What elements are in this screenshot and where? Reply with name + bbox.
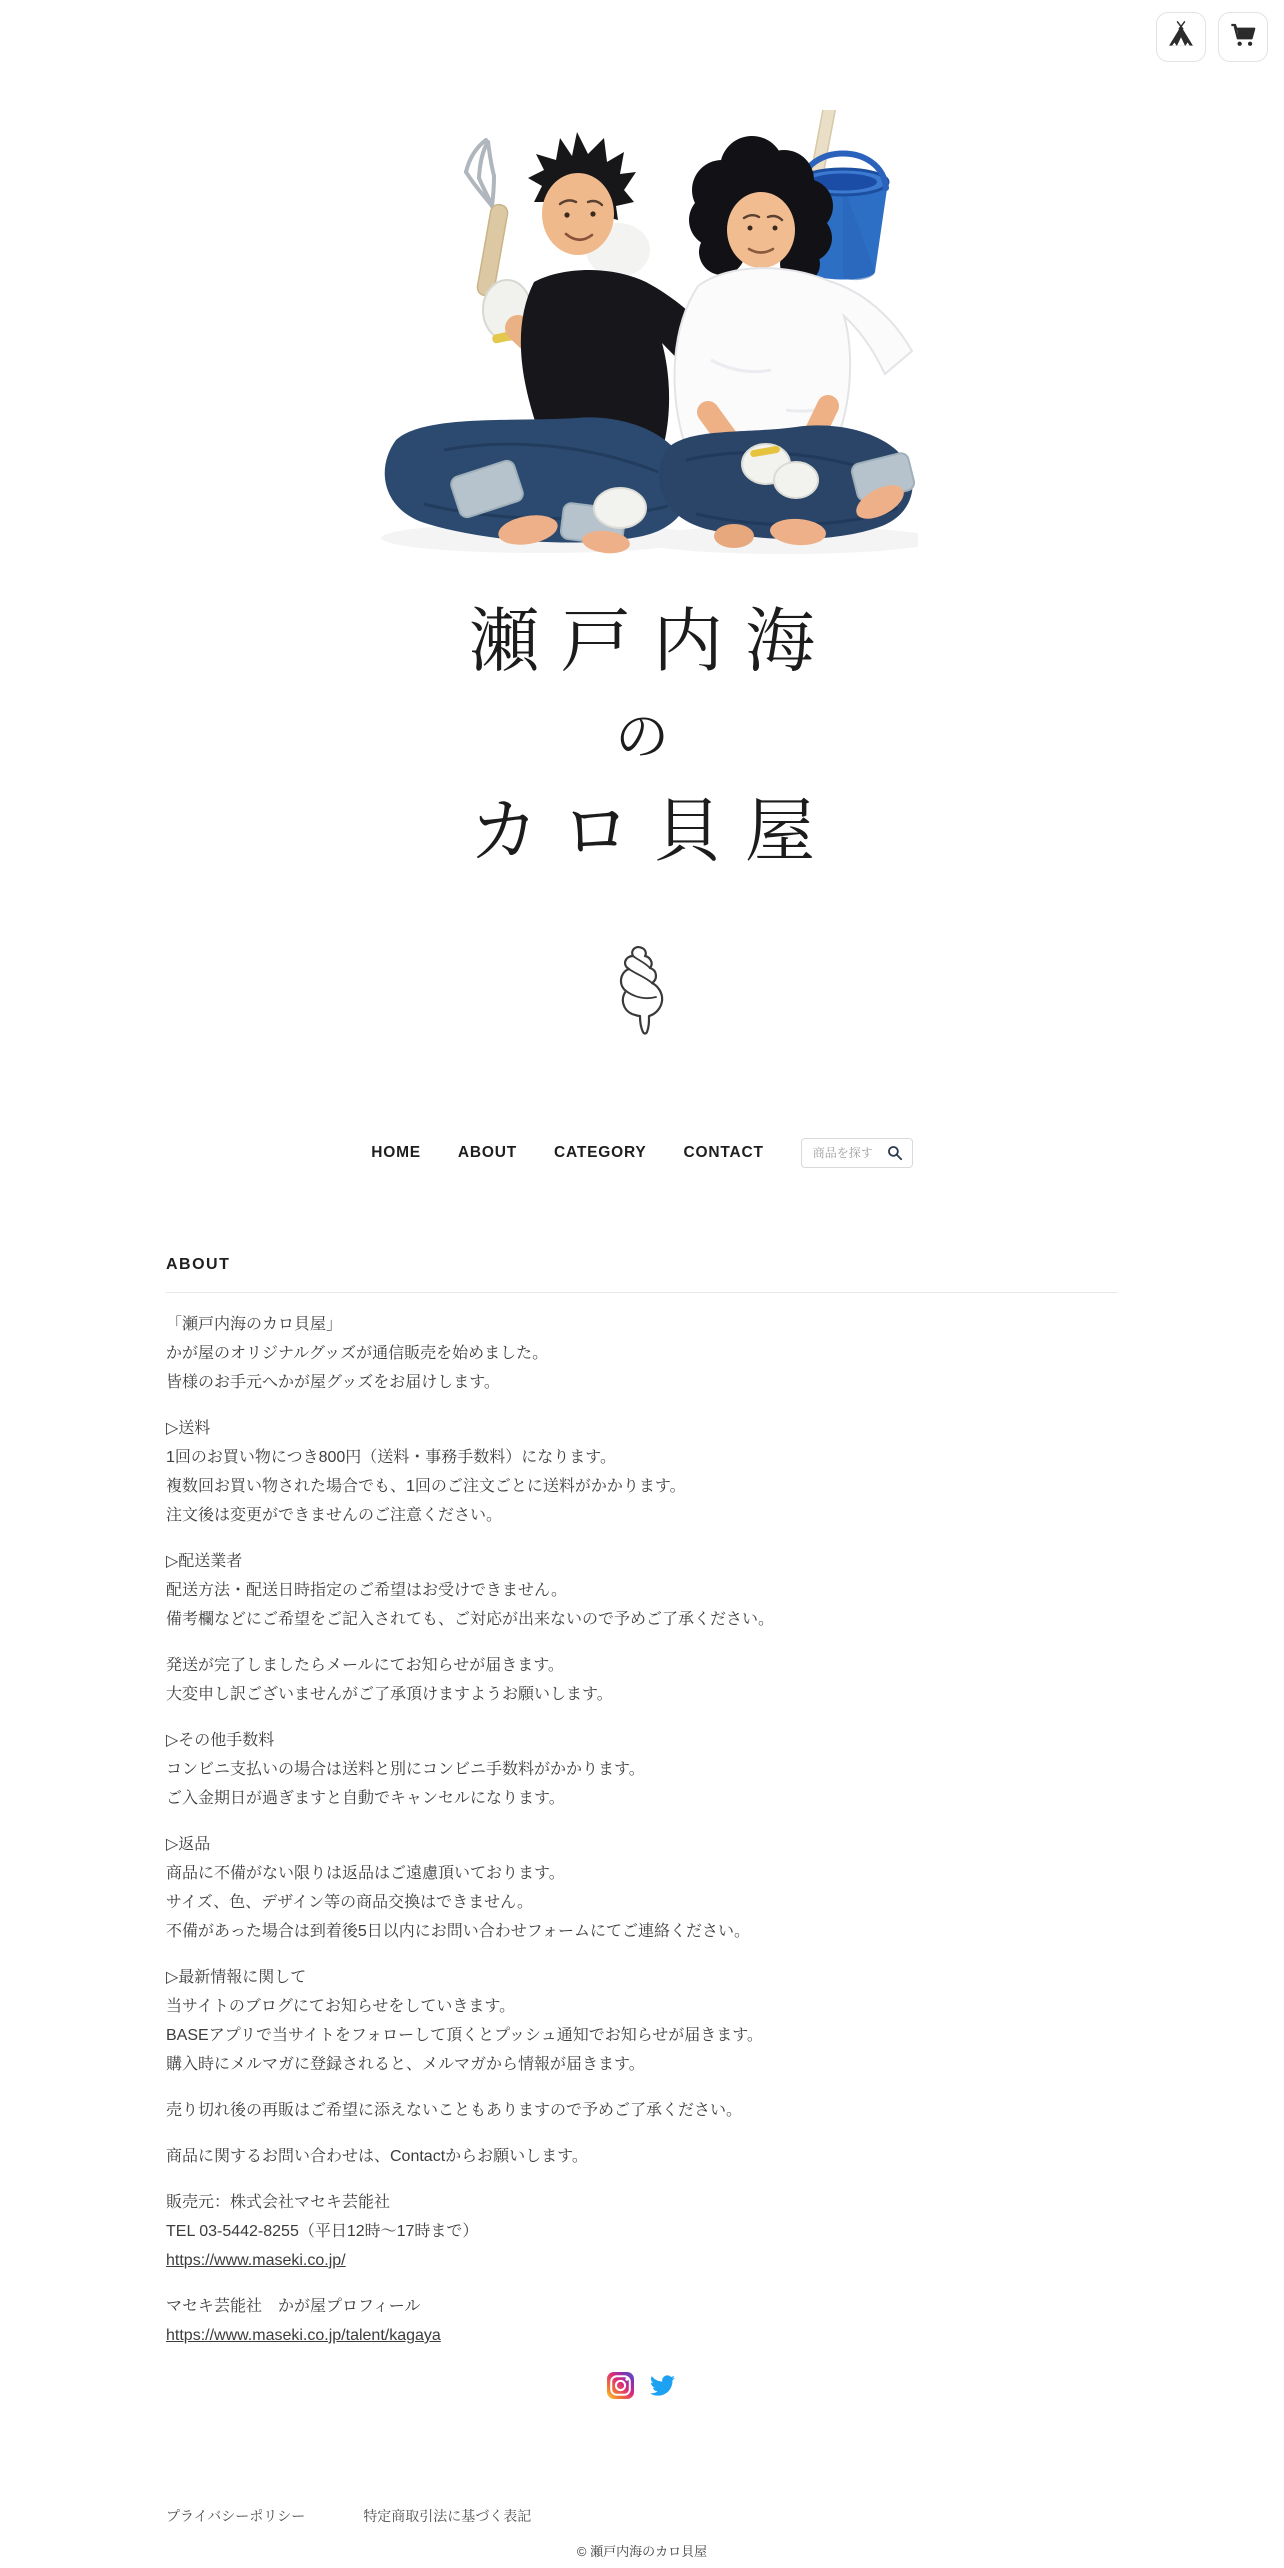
cart-icon: [1228, 20, 1258, 55]
body-line: 皆様のお手元へかが屋グッズをお届けします。: [166, 1374, 500, 1391]
body-line: 売り切れ後の再販はご希望に添えないこともありますので予めご了承ください。: [166, 2102, 743, 2119]
about-paragraph: [166, 1651, 1118, 1709]
body-line: 注文後は変更ができませんのご注意ください。: [166, 1507, 503, 1524]
social-links: [0, 2372, 1284, 2399]
shell-icon: [612, 944, 672, 1041]
search-box: [801, 1138, 913, 1168]
about-paragraph: [166, 1414, 1118, 1530]
body-line: 購入時にメルマガに登録されると、メルマガから情報が届きます。: [166, 2056, 645, 2073]
body-line: TEL 03-5442-8255（平日12時〜17時まで）: [166, 2223, 479, 2240]
body-line: ▷その他手数料: [166, 1732, 275, 1749]
body-line: 発送が完了しましたらメールにてお知らせが届きます。: [166, 1657, 564, 1674]
about-paragraph: [166, 1830, 1118, 1946]
body-line: ▷送料: [166, 1420, 211, 1437]
search-input[interactable]: [811, 1145, 885, 1161]
hero-photo: [366, 110, 918, 560]
about-paragraph: [166, 2292, 1118, 2350]
footer-links: [166, 2506, 531, 2526]
main-nav: [0, 1138, 1284, 1168]
header-actions: [1156, 12, 1268, 62]
about-paragraph: [166, 2188, 1118, 2275]
logo-line-2: の: [615, 707, 669, 767]
nav-item-contact[interactable]: CONTACT: [683, 1144, 764, 1161]
instagram-icon[interactable]: [607, 2372, 634, 2399]
logo-line-3: カロ貝屋: [469, 792, 837, 870]
logo-line-1: 瀬戸内海: [469, 602, 837, 680]
body-line: BASEアプリで当サイトをフォローして頂くとプッシュ通知でお知らせが届きます。: [166, 2027, 763, 2044]
body-line: 複数回お買い物された場合でも、1回のご注文ごとに送料がかかります。: [166, 1478, 686, 1495]
about-paragraph: [166, 1310, 1118, 1397]
tent-icon: [1166, 20, 1196, 55]
nav-item-category[interactable]: CATEGORY: [554, 1144, 647, 1161]
twitter-icon[interactable]: [648, 2373, 677, 2398]
copyright: © 瀬戸内海のカロ貝屋: [576, 2544, 708, 2559]
shop-logo: [0, 598, 1284, 874]
about-paragraph: [166, 1726, 1118, 1813]
about-section: [166, 1256, 1118, 2350]
body-line: ▷配送業者: [166, 1553, 243, 1570]
body-line: 不備があった場合は到着後5日以内にお問い合わせフォームにてご連絡ください。: [166, 1923, 750, 1940]
about-paragraph: [166, 1547, 1118, 1634]
body-link[interactable]: https://www.maseki.co.jp/: [166, 2252, 346, 2269]
footer-link[interactable]: プライバシーポリシー: [166, 2508, 306, 2524]
about-paragraph: [166, 2142, 1118, 2171]
body-line: ▷返品: [166, 1836, 211, 1853]
body-line: 当サイトのブログにてお知らせをしていきます。: [166, 1998, 516, 2015]
body-line: 「瀬戸内海のカロ貝屋」: [166, 1316, 343, 1333]
body-line: 商品に不備がない限りは返品はご遠慮頂いております。: [166, 1865, 565, 1882]
body-line: 商品に関するお問い合わせは、Contactからお願いします。: [166, 2148, 588, 2165]
about-paragraph: [166, 2096, 1118, 2125]
body-line: サイズ、色、デザイン等の商品交換はできません。: [166, 1894, 534, 1911]
body-line: 販売元：株式会社マセキ芸能社: [166, 2194, 391, 2211]
cart-button[interactable]: [1218, 12, 1268, 62]
divider: [166, 1292, 1118, 1293]
shop-home-button[interactable]: [1156, 12, 1206, 62]
body-link[interactable]: https://www.maseki.co.jp/talent/kagaya: [166, 2327, 441, 2344]
body-line: 1回のお買い物につき800円（送料・事務手数料）になります。: [166, 1449, 616, 1466]
footer-link[interactable]: 特定商取引法に基づく表記: [363, 2508, 532, 2524]
page-title: ABOUT: [166, 1256, 231, 1273]
about-paragraph: [166, 1963, 1118, 2079]
body-line: マセキ芸能社 かが屋プロフィール: [166, 2298, 421, 2315]
body-line: ▷最新情報に関して: [166, 1969, 307, 1986]
nav-item-home[interactable]: HOME: [371, 1144, 421, 1161]
nav-item-about[interactable]: ABOUT: [457, 1144, 518, 1161]
body-line: 大変申し訳ございませんがご了承頂けますようお願いします。: [166, 1686, 613, 1703]
body-line: 配送方法・配送日時指定のご希望はお受けできません。: [166, 1582, 567, 1599]
body-line: かが屋のオリジナルグッズが通信販売を始めました。: [166, 1345, 549, 1362]
body-line: コンビニ支払いの場合は送料と別にコンビニ手数料がかかります。: [166, 1761, 645, 1778]
body-line: 備考欄などにご希望をご記入されても、ご対応が出来ないので予めご了承ください。: [166, 1611, 775, 1628]
search-icon[interactable]: [887, 1145, 903, 1161]
body-line: ご入金期日が過ぎますと自動でキャンセルになります。: [166, 1790, 565, 1807]
